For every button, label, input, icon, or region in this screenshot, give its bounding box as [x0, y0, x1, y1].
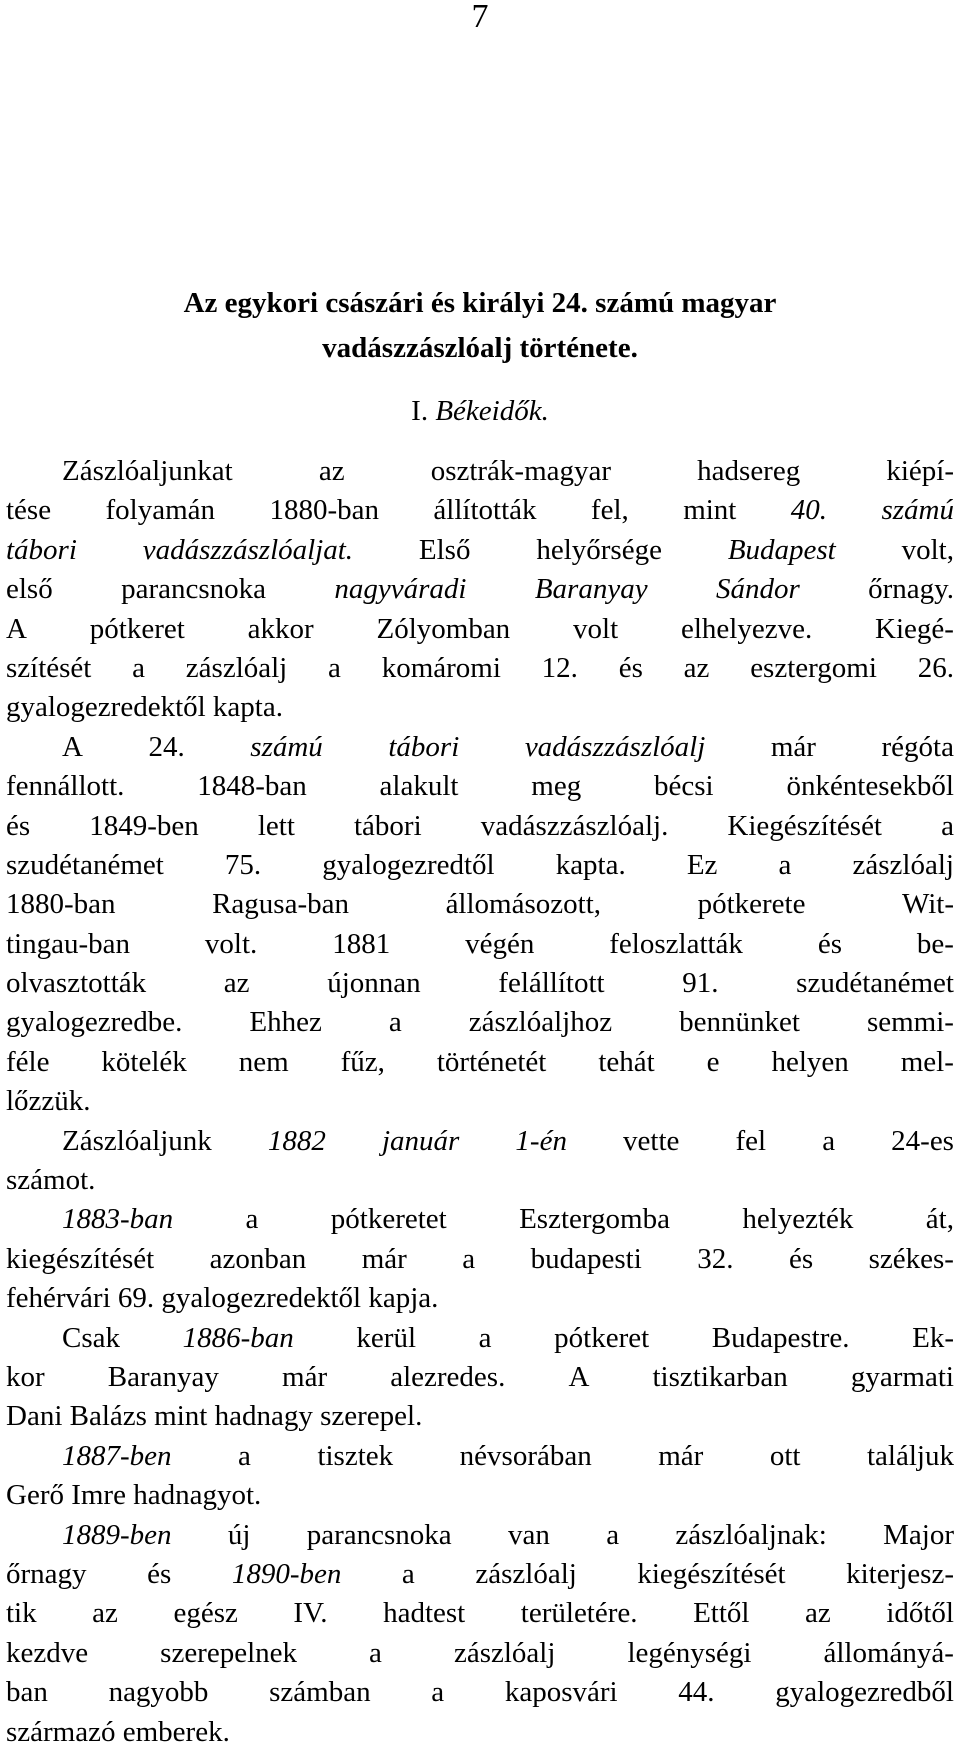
- word: van: [508, 1518, 550, 1551]
- word: a: [388, 1006, 402, 1039]
- word: a: [778, 848, 792, 881]
- text-line: [6, 1279, 954, 1318]
- word: 91.: [682, 967, 719, 1000]
- word: és: [6, 809, 31, 842]
- word: tése: [6, 494, 52, 527]
- text-line: [6, 1161, 954, 1200]
- word: tisztek: [317, 1439, 394, 1472]
- word: e: [706, 1045, 720, 1078]
- word: akkor: [247, 612, 314, 645]
- word: tehát: [598, 1045, 655, 1078]
- word: fehérvári 69. gyalogezredektől kapja.: [6, 1282, 439, 1315]
- word: már: [770, 730, 816, 763]
- word: zászlóalj: [185, 651, 288, 684]
- word: budapesti: [530, 1242, 642, 1275]
- word: kiterjesz-: [846, 1557, 954, 1590]
- word: Zászlóaljunk: [62, 1124, 212, 1157]
- chapter-title-line-2: vadászzászlóalj története.: [322, 332, 638, 364]
- word: pótkeret: [554, 1321, 650, 1354]
- text-line: [6, 1673, 954, 1712]
- word: feloszlatták: [609, 927, 743, 960]
- text-line: [6, 1003, 954, 1042]
- word: 44.: [678, 1676, 715, 1709]
- page-number: 7: [471, 0, 489, 35]
- word: IV.: [293, 1597, 328, 1630]
- word: kiegészítését: [6, 1242, 155, 1275]
- word: tisztikarban: [652, 1360, 788, 1393]
- word: a: [245, 1203, 259, 1236]
- word: lőzzük.: [6, 1085, 91, 1118]
- word: azonban: [209, 1242, 307, 1275]
- word: semmi-: [866, 1006, 954, 1039]
- text-line: [6, 1122, 954, 1161]
- word: kor: [6, 1360, 45, 1393]
- word: 32.: [697, 1242, 734, 1275]
- word: az: [805, 1597, 831, 1630]
- word: a: [606, 1518, 620, 1551]
- word: kapta.: [555, 848, 626, 881]
- word: Ettől: [693, 1597, 750, 1630]
- text-line: [6, 1594, 954, 1633]
- word: új: [227, 1518, 251, 1551]
- word: az: [223, 967, 250, 1000]
- word: és: [147, 1557, 172, 1590]
- body-text: [6, 452, 954, 1752]
- italic-word: 1886-ban: [182, 1321, 294, 1354]
- word: ban: [6, 1676, 48, 1709]
- word: a: [822, 1124, 836, 1157]
- word: komáromi: [381, 651, 501, 684]
- word: találjuk: [866, 1439, 954, 1472]
- word: helyőrsége: [536, 533, 662, 566]
- word: Első: [418, 533, 471, 566]
- word: tingau-ban: [6, 927, 131, 960]
- word: Ragusa-ban: [212, 888, 349, 921]
- chapter-title-line-1: Az egykori császári és királyi 24. számú magyar: [183, 287, 777, 319]
- word: zászlóalj: [453, 1636, 556, 1669]
- word: történetét: [436, 1045, 547, 1078]
- word: számot.: [6, 1164, 96, 1197]
- word: helyen: [771, 1045, 849, 1078]
- word: nem: [238, 1045, 289, 1078]
- text-line: [6, 688, 954, 727]
- text-line: [6, 767, 954, 806]
- word: őrnagy.: [868, 573, 954, 606]
- word: gyalogezredektől kapta.: [6, 691, 283, 724]
- word: első: [6, 573, 53, 606]
- word: szudétanémet: [796, 967, 954, 1000]
- word: gyalogezredbe.: [6, 1006, 183, 1039]
- word: területére.: [520, 1597, 638, 1630]
- text-line: [6, 1043, 954, 1082]
- word: időtől: [886, 1597, 954, 1630]
- text-line: [6, 1397, 954, 1436]
- word: 12.: [541, 651, 578, 684]
- italic-word: 1883-ban: [62, 1203, 174, 1236]
- word: mint: [683, 494, 737, 527]
- word: már: [282, 1360, 328, 1393]
- word: Baranyay: [107, 1360, 219, 1393]
- text-line: [6, 610, 954, 649]
- italic-word: 1887-ben: [62, 1439, 172, 1472]
- word: állomásozott,: [445, 888, 601, 921]
- word: kezdve: [6, 1636, 89, 1669]
- word: kiépí-: [886, 455, 954, 487]
- word: származó emberek.: [6, 1715, 230, 1748]
- word: 1880-ban: [269, 494, 379, 527]
- word: szítését: [6, 651, 92, 684]
- word: nagyobb: [108, 1676, 209, 1709]
- word: lett: [257, 809, 295, 842]
- word: névsorában: [459, 1439, 592, 1472]
- word: Kiegészítését: [727, 809, 882, 842]
- word: zászlóalj: [852, 848, 954, 881]
- word: gyalogezredtől: [322, 848, 495, 881]
- italic-word: 1889-ben: [62, 1518, 172, 1551]
- word: hadtest: [383, 1597, 466, 1630]
- word: A: [568, 1360, 590, 1393]
- word: a: [132, 651, 146, 684]
- word: mel-: [900, 1045, 954, 1078]
- word: meg: [531, 770, 582, 803]
- word: végén: [465, 927, 535, 960]
- word: gyalogezredből: [775, 1676, 954, 1709]
- text-line: [6, 649, 954, 688]
- word: pótkeretet: [330, 1203, 447, 1236]
- word: őrnagy: [6, 1557, 87, 1590]
- word: volt: [573, 612, 619, 645]
- word: helyezték: [742, 1203, 854, 1236]
- italic-word: Budapest: [727, 533, 836, 566]
- italic-word: 1890-ben: [231, 1557, 342, 1590]
- word: Csak: [62, 1321, 120, 1354]
- word: 1848-ban: [197, 770, 307, 803]
- word: bennünket: [679, 1006, 800, 1039]
- word: 24-es: [891, 1124, 954, 1157]
- word: fel: [735, 1124, 767, 1157]
- word: vadászzászlóalj.: [480, 809, 669, 842]
- italic-word: Baranyay: [534, 573, 648, 606]
- word: folyamán: [105, 494, 216, 527]
- word: kiegészítését: [637, 1557, 786, 1590]
- word: be-: [916, 927, 954, 960]
- text-line: [6, 807, 954, 846]
- word: 75.: [224, 848, 262, 881]
- word: számban: [269, 1676, 371, 1709]
- text-line: [6, 1240, 954, 1279]
- word: Major: [883, 1518, 954, 1551]
- word: kaposvári: [504, 1676, 618, 1709]
- word: féle: [6, 1045, 50, 1078]
- word: a: [431, 1676, 445, 1709]
- italic-word: tábori: [6, 533, 77, 566]
- text-line: [6, 964, 954, 1003]
- word: Budapestre.: [711, 1321, 850, 1354]
- word: Wit-: [902, 888, 954, 921]
- word: alezredes.: [390, 1360, 506, 1393]
- italic-word: vadászzászlóaljat.: [142, 533, 354, 566]
- word: a: [941, 809, 954, 842]
- word: Ez: [686, 848, 718, 881]
- word: az: [92, 1597, 118, 1630]
- word: szudétanémet: [6, 848, 164, 881]
- word: már: [361, 1242, 407, 1275]
- text-line: [6, 452, 954, 491]
- italic-word: 1882: [267, 1124, 326, 1157]
- section-heading: [0, 391, 960, 431]
- word: 1881: [332, 927, 391, 960]
- word: a: [238, 1439, 251, 1472]
- word: olvasztották: [6, 967, 147, 1000]
- word: bécsi: [654, 770, 714, 803]
- word: és: [618, 651, 643, 684]
- italic-word: számú: [881, 494, 954, 527]
- word: A: [6, 612, 27, 645]
- word: vette: [623, 1124, 680, 1157]
- word: Gerő Imre hadnagyot.: [6, 1479, 262, 1512]
- italic-word: 1-én: [515, 1124, 567, 1157]
- text-line: [6, 846, 954, 885]
- word: székes-: [868, 1242, 954, 1275]
- word: a: [462, 1242, 476, 1275]
- word: 26.: [917, 651, 954, 684]
- word: egész: [173, 1597, 238, 1630]
- word: 1880-ban: [6, 888, 116, 921]
- word: az: [318, 455, 345, 487]
- word: zászlóaljhoz: [468, 1006, 613, 1039]
- text-line: [6, 1476, 954, 1515]
- word: állították: [433, 494, 537, 527]
- word: gyarmati: [850, 1360, 954, 1393]
- italic-word: nagyváradi: [334, 573, 467, 606]
- word: újonnan: [327, 967, 421, 1000]
- text-line: [6, 491, 954, 530]
- word: a: [401, 1557, 415, 1590]
- word: zászlóalj: [475, 1557, 577, 1590]
- word: volt.: [204, 927, 258, 960]
- section-title: Békeidők.: [435, 395, 549, 427]
- text-line: [6, 1358, 954, 1397]
- word: tábori: [353, 809, 422, 842]
- word: parancsnoka: [121, 573, 267, 606]
- word: fel,: [590, 494, 629, 527]
- word: esztergomi: [750, 651, 877, 684]
- word: már: [658, 1439, 704, 1472]
- word: állományá-: [823, 1636, 954, 1669]
- word: és: [788, 1242, 814, 1275]
- italic-word: 40.: [790, 494, 828, 527]
- text-line: [6, 1634, 954, 1673]
- text-line: [6, 1082, 954, 1121]
- word: legénységi: [627, 1636, 752, 1669]
- word: Zászlóaljunkat: [62, 455, 233, 487]
- section-numeral: I.: [411, 395, 429, 427]
- italic-word: számú: [250, 730, 323, 763]
- text-line: [6, 531, 954, 570]
- word: át,: [925, 1203, 954, 1236]
- word: az: [683, 651, 710, 684]
- word: a: [478, 1321, 492, 1354]
- word: a: [369, 1636, 382, 1669]
- chapter-title: [0, 281, 960, 371]
- word: 24.: [148, 730, 185, 763]
- word: és: [817, 927, 843, 960]
- word: szerepelnek: [160, 1636, 298, 1669]
- text-line: [6, 925, 954, 964]
- italic-word: tábori: [388, 730, 460, 763]
- text-line: [6, 1713, 954, 1752]
- word: Kiegé-: [875, 612, 954, 645]
- italic-word: Sándor: [715, 573, 800, 606]
- word: Esztergomba: [519, 1203, 670, 1236]
- word: elhelyezve.: [680, 612, 813, 645]
- text-line: [6, 1437, 954, 1476]
- word: osztrák-magyar: [430, 455, 612, 487]
- word: pótkeret: [89, 612, 185, 645]
- italic-word: január: [381, 1124, 460, 1157]
- word: volt,: [901, 533, 954, 566]
- word: önkéntesekből: [786, 770, 954, 803]
- word: parancsnoka: [306, 1518, 452, 1551]
- text-line: [6, 885, 954, 924]
- text-line: [6, 1200, 954, 1239]
- text-line: [6, 1516, 954, 1555]
- word: Ehhez: [249, 1006, 322, 1039]
- word: fűz,: [340, 1045, 385, 1078]
- word: pótkerete: [697, 888, 806, 921]
- word: felállított: [498, 967, 605, 1000]
- text-line: [6, 1319, 954, 1358]
- word: A: [62, 730, 83, 763]
- word: Ek-: [912, 1321, 954, 1354]
- word: kötelék: [101, 1045, 187, 1078]
- word: alakult: [379, 770, 459, 803]
- word: fennállott.: [6, 770, 125, 803]
- text-line: [6, 570, 954, 609]
- word: kerül: [356, 1321, 417, 1354]
- word: Dani Balázs mint hadnagy szerepel.: [6, 1400, 423, 1433]
- word: Zólyomban: [376, 612, 511, 645]
- text-line: [6, 728, 954, 767]
- word: 1849-ben: [89, 809, 199, 842]
- word: a: [328, 651, 341, 684]
- word: zászlóaljnak:: [675, 1518, 827, 1551]
- word: hadsereg: [697, 455, 801, 487]
- word: régóta: [881, 730, 954, 763]
- word: ott: [769, 1439, 801, 1472]
- word: tik: [6, 1597, 37, 1630]
- italic-word: vadászzászlóalj: [524, 730, 706, 763]
- text-line: [6, 1555, 954, 1594]
